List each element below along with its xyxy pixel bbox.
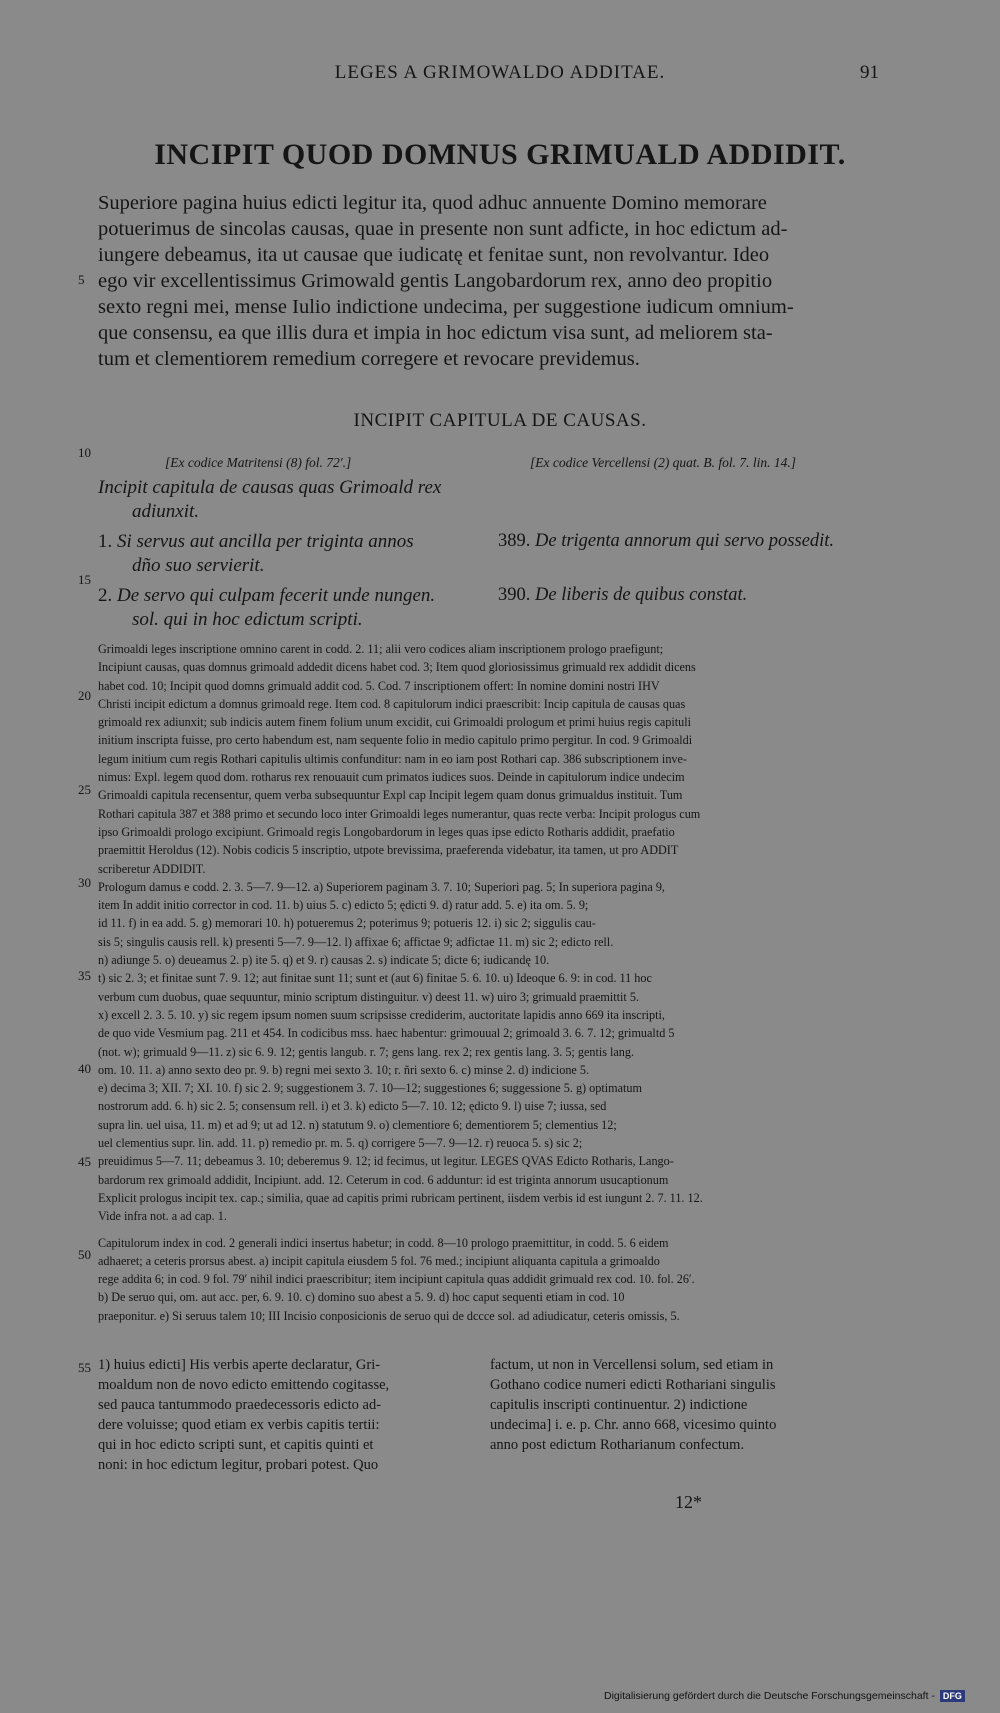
intro-line: tum et clementiorem remedium corregere et revocare previdemus. <box>98 348 640 370</box>
footnotes-right <box>490 1355 776 1455</box>
running-head: LEGES A GRIMOWALDO ADDITAE. <box>334 62 666 83</box>
intro-line: que consensu, ea que illis dura et impia in hoc edictum visa sunt, ad meliorem sta- <box>98 322 773 344</box>
note-line: ipso Grimoaldi prologo excipiunt. Grimoald regis Longobardorum in leges quas ipse edicto Rotharis addidit, praefatio <box>98 824 675 839</box>
margin-number: 45 <box>78 1154 91 1169</box>
footer-text: Digitalisierung gefördert durch die Deutsche Forschungsgemeinschaft - <box>604 1690 935 1702</box>
item-text: Si servus aut ancilla per triginta annos <box>117 531 414 552</box>
margin-number: 35 <box>78 968 91 983</box>
intro-line: iungere debeamus, ita ut causae que iudicatę et fenitae sunt, non revolvantur. Ideo <box>98 244 770 266</box>
note-line: sis 5; singulis causis rell. k) presenti 5—7. 9—12. l) affixae 6; affictae 9; adfictae 11. m) sic 2; edicto rell. <box>98 934 614 949</box>
note-line: bardorum rex grimoald addidit, Incipiunt. add. 12. Ceterum in cod. 6 adduntur: id est triginta annorum usucaptionum <box>98 1172 669 1187</box>
note-line: preuidimus 5—7. 11; debeamus 3. 10; deberemus 9. 12; id fecimus, ut legitur. LEGES QVAS Edicto Rotharis, Lango- <box>98 1154 674 1169</box>
apparatus-notes <box>98 640 888 1325</box>
note-line: adhaeret; a ceteris prorsus abest. a) incipit capitula eiusdem 5 fol. 76 med.; incipiunt aliquanta capitula a grimoaldo <box>98 1253 660 1268</box>
item-text: De servo qui culpam fecerit unde nungen. <box>117 585 436 606</box>
item-number: 2. <box>98 585 113 606</box>
left-capitula-line: Incipit capitula de causas quas Grimoald rex <box>98 477 442 498</box>
note-line: Explicit prologus incipit tex. cap.; similia, quae ad capitis primi rubricam pertinent, iisdem verbis id est iungunt 2. 7. 11. 12. <box>98 1190 703 1205</box>
margin-number: 50 <box>78 1247 91 1262</box>
left-capitula-item <box>98 531 414 553</box>
margin-number: 40 <box>78 1061 91 1076</box>
note-line: e) decima 3; XII. 7; XI. 10. f) sic 2. 9; suggestionem 3. 7. 10—12; suggestiones 6; suggessione 5. g) optimatum <box>98 1081 642 1096</box>
note-line: scriberetur ADDIDIT. <box>98 861 206 876</box>
note-line: x) excell 2. 3. 5. 10. y) sic regem ipsum nomen suum scripsisse crediderim, auctoritate lapidis anno 669 ita inscripti, <box>98 1007 665 1022</box>
footnote-line: undecima] i. e. p. Chr. anno 668, vicesimo quinto <box>490 1417 777 1433</box>
footnotes-left <box>98 1355 389 1475</box>
footnote-line: Gothano codice numeri edicti Rothariani singulis <box>490 1377 776 1393</box>
note-line: uel clementius supr. lin. add. 11. p) remedio pr. m. 5. q) corrigere 5—7. 9—12. r) reuoca 5. s) sic 2; <box>98 1136 583 1151</box>
intro-line: potuerimus de sincolas causas, quae in presente non sunt adficte, in hoc edictum ad- <box>98 218 788 240</box>
intro-line: Superiore pagina huius edicti legitur ita, quod adhuc annuente Domino memorare <box>98 192 767 214</box>
footnote-line: 1) huius edicti] His verbis aperte declaratur, Gri- <box>98 1357 381 1373</box>
note-line: legum initium cum regis Rothari capitulis ultimis confunditur: nam in eo iam post Rothari cap. 386 subscriptionem inve- <box>98 751 687 766</box>
main-title: INCIPIT QUOD DOMNUS GRIMUALD ADDIDIT. <box>154 138 846 171</box>
note-line: grimoald rex adiunxit; sub indicis autem finem folium unum excidit, cui Grimoaldi prologum et primi huius regis capituli <box>98 715 692 730</box>
note-line: Rothari capitula 387 et 388 primo et secundo loco inter Grimoaldi leges numerantur, quas recte verba: Incipit prologus cum <box>98 806 701 821</box>
note-line: Incipiunt causas, quas domnus grimoald addedit dicens habet cod. 3; Item quod gloriosissimus grimuald rex addidit dicens <box>98 660 696 675</box>
footnote-line: sed pauca tantummodo praedecessoris edicto ad- <box>98 1397 382 1413</box>
note-line: de quo vide Vesmium pag. 211 et 454. In codicibus mss. haec habentur: grimouual 2; grimoald 3. 6. 7. 12; grimualtd 5 <box>98 1026 675 1041</box>
right-capitula-item <box>498 531 834 552</box>
left-capitula-line: dño suo servierit. <box>132 555 265 576</box>
note-line: Capitulorum index in cod. 2 generali indici insertus habetur; in codd. 8—10 prologo praemittitur, in codd. 5. 6 eidem <box>98 1235 669 1250</box>
note-line: verbum cum duobus, quae sequuntur, minio scriptum distinguitur. v) deest 11. w) uiro 3; grimuald praemittit 5. <box>98 989 639 1004</box>
footnote-line: moaldum non de novo edicto emittendo cogitasse, <box>98 1377 390 1393</box>
footnote-line: anno post edictum Rotharianum confectum. <box>490 1437 745 1453</box>
note-line: (not. w); grimuald 9—11. z) sic 6. 9. 12; gentis langub. r. 7; gens lang. rex 2; rex gentis lang. 3. 5; gentis lang. <box>98 1044 635 1059</box>
right-capitula-item <box>498 585 747 606</box>
signature-mark: 12* <box>675 1492 702 1512</box>
margin-number: 20 <box>78 688 91 703</box>
margin-number: 25 <box>78 782 91 797</box>
item-text: De trigenta annorum qui servo possedit. <box>535 531 835 551</box>
capitula-title: INCIPIT CAPITULA DE CAUSAS. <box>353 410 647 431</box>
dfg-logo: DFG <box>940 1690 965 1702</box>
note-line: n) adiunge 5. o) deueamus 2. p) ite 5. q) et 9. r) causas 2. s) indicate 5; dicte 6; iudicandę 10. <box>98 953 550 968</box>
note-line: habet cod. 10; Incipit quod domns grimuald addit cod. 5. Cod. 7 inscriptionem offert: In nomine domini nostri IHV <box>98 678 660 693</box>
footnote-line: noni: in hoc edictum legitur, probari potest. Quo <box>98 1457 379 1473</box>
note-line: Vide infra not. a ad cap. 1. <box>98 1209 227 1224</box>
margin-number: 10 <box>78 445 91 460</box>
item-number: 1. <box>98 531 113 552</box>
note-line: id 11. f) in ea add. 5. g) memorari 10. h) potueremus 2; poterimus 9; potueris 12. i) sic 2; siggulis cau- <box>98 916 596 931</box>
left-capitula-line: sol. qui in hoc edictum scripti. <box>132 609 363 630</box>
note-line: Christi incipit edictum a domnus grimoald rege. Item cod. 8 capitulorum indici praescribit: Incip capitula de causas quas <box>98 696 686 711</box>
note-line: rege addita 6; in cod. 9 fol. 79′ nihil indici praescribitur; item incipiunt capitula quas addidit grimuald rex cod. 10. fol. 26′. <box>98 1272 695 1287</box>
note-line: nostrorum add. 6. h) sic 2. 5; consensum rell. i) et 3. k) edicto 5—7. 10. 12; ędicto 9. l) uise 7; iussa, sed <box>98 1099 607 1114</box>
note-line: t) sic 2. 3; et finitae sunt 7. 9. 12; aut finitae sunt 11; sunt et (aut 6) finitae 5. 6. 10. u) Ideoque 6. 9: in cod. 11 hoc <box>98 971 652 986</box>
note-line: Grimoaldi leges inscriptione omnino carent in codd. 2. 11; alii vero codices aliam inscriptionem prologo praefigunt; <box>98 642 664 656</box>
digitization-footer <box>604 1690 965 1702</box>
item-number: 390. <box>498 585 531 605</box>
note-line: om. 10. 11. a) anno sexto deo pr. 9. b) regni mei sexto 3. 10; r. ñri sexto 6. c) minse 2. d) indicione 5. <box>98 1062 590 1077</box>
intro-line: ego vir excellentissimus Grimowald gentis Langobardorum rex, anno deo propitio <box>98 270 773 292</box>
footnote-line: dere voluisse; quod etiam ex verbis capitis tertii: <box>98 1417 380 1433</box>
margin-number: 15 <box>78 572 91 587</box>
item-number: 389. <box>498 531 531 551</box>
source-left: [Ex codice Matritensi (8) fol. 72′.] <box>165 455 352 470</box>
note-line: nimus: Expl. legem quod dom. rotharus rex renouauit cum primatos iudices suos. Deinde in capitulorum indice undecim <box>98 770 685 785</box>
note-line: initium inscripta fuisse, pro certo habendum est, nam sequente folio in medio capitulo primo pergitur. In cod. 9 Grimoaldi <box>98 733 693 748</box>
note-line: praeponitur. e) Si seruus talem 10; III Incisio conposicionis de seruo qui de dccce sol. ad adiudicatur, ceteris omissis, 5. <box>98 1308 680 1323</box>
note-line: Grimoaldi capitula recensentur, quem verba subsequuntur Expl cap Incipit legem quam donus grimualdus instituit. Tum <box>98 788 683 803</box>
footnote-line: factum, ut non in Vercellensi solum, sed etiam in <box>490 1357 774 1373</box>
footnote-line: qui in hoc edicto scripti sunt, et capitis quinti et <box>98 1437 374 1453</box>
left-capitula-line: adiunxit. <box>132 501 200 522</box>
left-capitula-item <box>98 585 435 607</box>
margin-number: 5 <box>78 272 85 287</box>
note-line: Prologum damus e codd. 2. 3. 5—7. 9—12. a) Superiorem paginam 3. 7. 10; Superiori pag. 5; In superiora pagina 9, <box>98 879 665 894</box>
intro-line: sexto regni mei, mense Iulio indictione undecima, per suggestione iudicum omnium- <box>98 296 794 318</box>
margin-number: 30 <box>78 875 91 890</box>
note-line: b) De seruo qui, om. aut acc. per, 6. 9. 10. c) domino suo abest a 5. 9. d) hoc caput sequenti etiam in cod. 10 <box>98 1290 625 1305</box>
footnote-line: capitulis inscripti continuentur. 2) indictione <box>490 1397 748 1413</box>
page-number: 91 <box>860 62 879 83</box>
note-line: praemittit Heroldus (12). Nobis codicis 5 inscriptio, utpote brevissima, praeferenda videbatur, ita tamen, ut pro ADDIT <box>98 843 679 858</box>
item-text: De liberis de quibus constat. <box>535 585 748 605</box>
margin-number: 55 <box>78 1360 91 1375</box>
note-line: item In addit initio corrector in cod. 11. b) uius 5. c) edicto 5; ędicti 9. d) ratur add. 5. e) ita om. 5. 9; <box>98 898 589 913</box>
source-right: [Ex codice Vercellensi (2) quat. B. fol. 7. lin. 14.] <box>530 455 797 470</box>
note-line: supra lin. uel uisa, 11. m) et ad 9; ut ad 12. n) statutum 9. o) clementiore 6; dementiorem 5; clementius 12; <box>98 1117 617 1132</box>
